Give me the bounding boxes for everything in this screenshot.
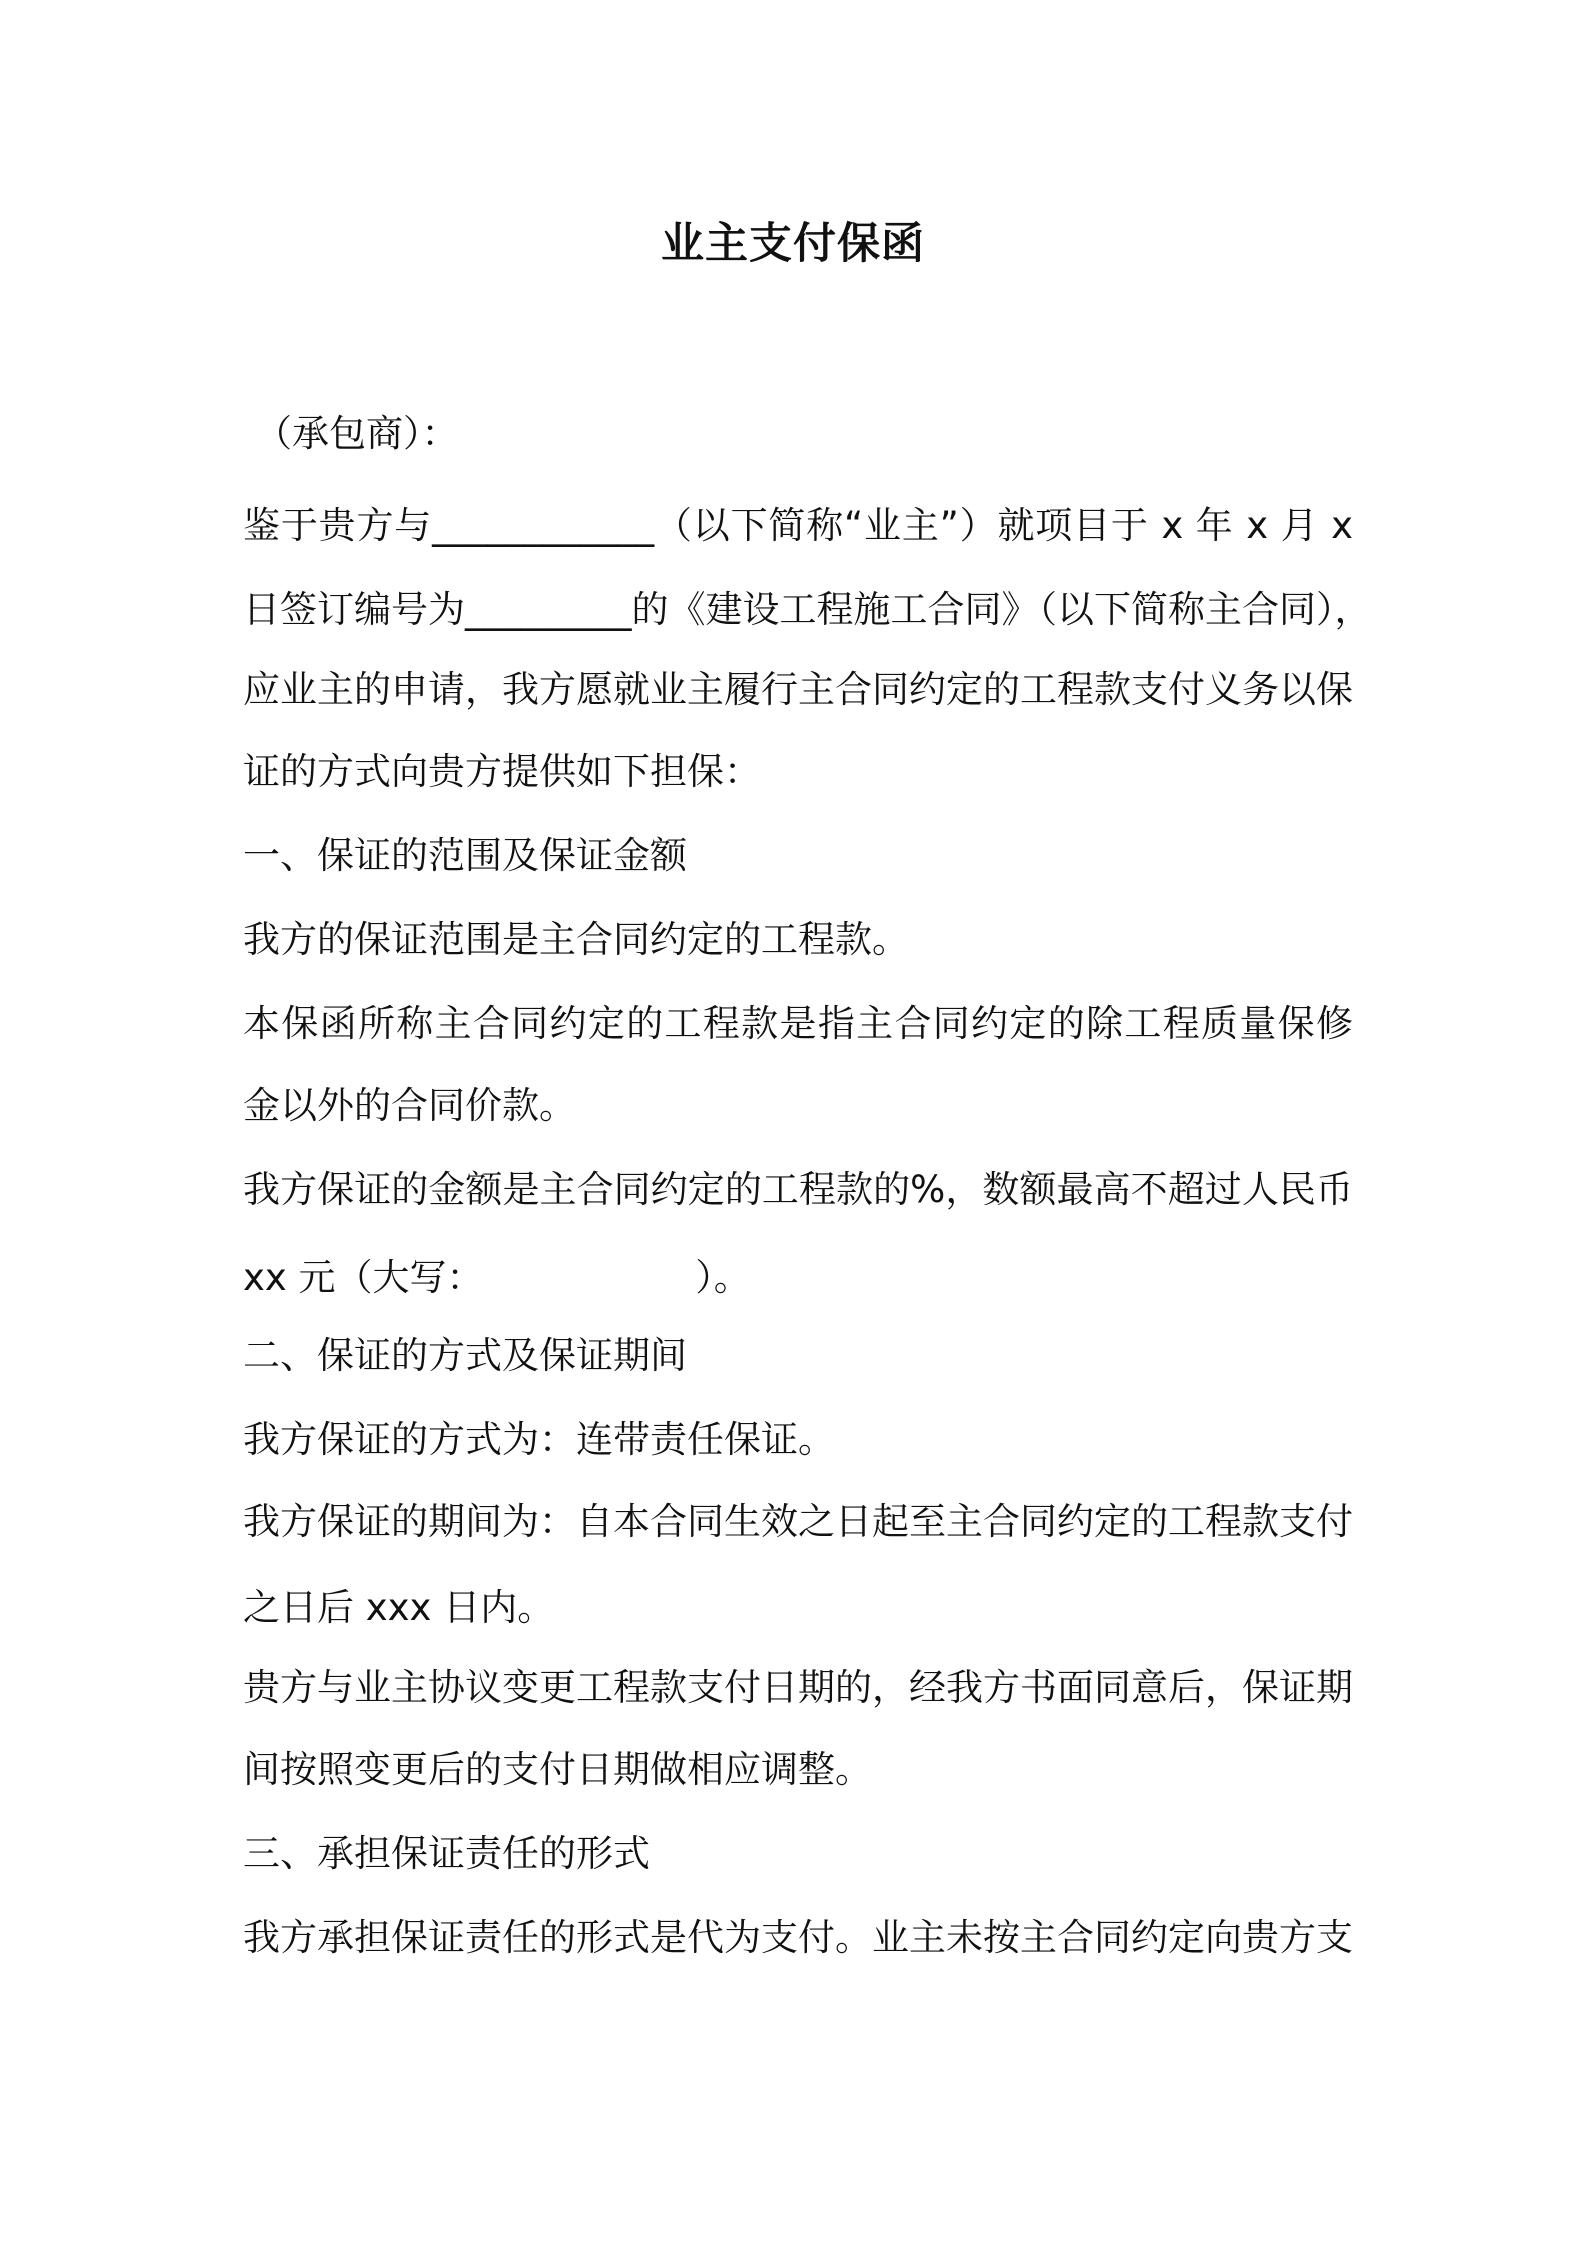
body-line: 贵方与业主协议变更工程款支付日期的，经我方书面同意后，保证期 — [243, 1666, 1353, 1709]
body-line: 应业主的申请，我方愿就业主履行主合同约定的工程款支付义务以保 — [243, 668, 1353, 711]
body-line: xx 元（大写： ）。 — [243, 1256, 751, 1299]
body-line: 金以外的合同价款。 — [243, 1084, 576, 1127]
body-line: 证的方式向贵方提供如下担保： — [243, 750, 761, 793]
document-title: 业主支付保函 — [661, 219, 925, 269]
body-line: 间按照变更后的支付日期做相应调整。 — [243, 1748, 872, 1791]
body-line: 我方保证的金额是主合同约定的工程款的%，数额最高不超过人民币 — [243, 1168, 1353, 1211]
addressee-line: （承包商）： — [255, 412, 459, 455]
body-line: 我方承担保证责任的形式是代为支付。业主未按主合同约定向贵方支 — [243, 1916, 1353, 1959]
body-line: 之日后 xxx 日内。 — [243, 1586, 555, 1629]
body-line: 我方保证的方式为：连带责任保证。 — [243, 1418, 835, 1461]
section-heading: 三、承担保证责任的形式 — [243, 1832, 650, 1875]
body-line: 本保函所称主合同约定的工程款是指主合同约定的除工程质量保修 — [243, 1002, 1353, 1045]
body-line: 鉴于贵方与____________（以下简称“业主”）就项目于 x 年 x 月 x — [243, 504, 1353, 547]
body-line: 我方保证的期间为：自本合同生效之日起至主合同约定的工程款支付 — [243, 1500, 1353, 1543]
section-heading: 二、保证的方式及保证期间 — [243, 1334, 687, 1377]
body-line: 我方的保证范围是主合同约定的工程款。 — [243, 918, 909, 961]
body-line: 日签订编号为_________的《建设工程施工合同》（以下简称主合同）， — [243, 588, 1372, 631]
section-heading: 一、保证的范围及保证金额 — [243, 834, 687, 877]
